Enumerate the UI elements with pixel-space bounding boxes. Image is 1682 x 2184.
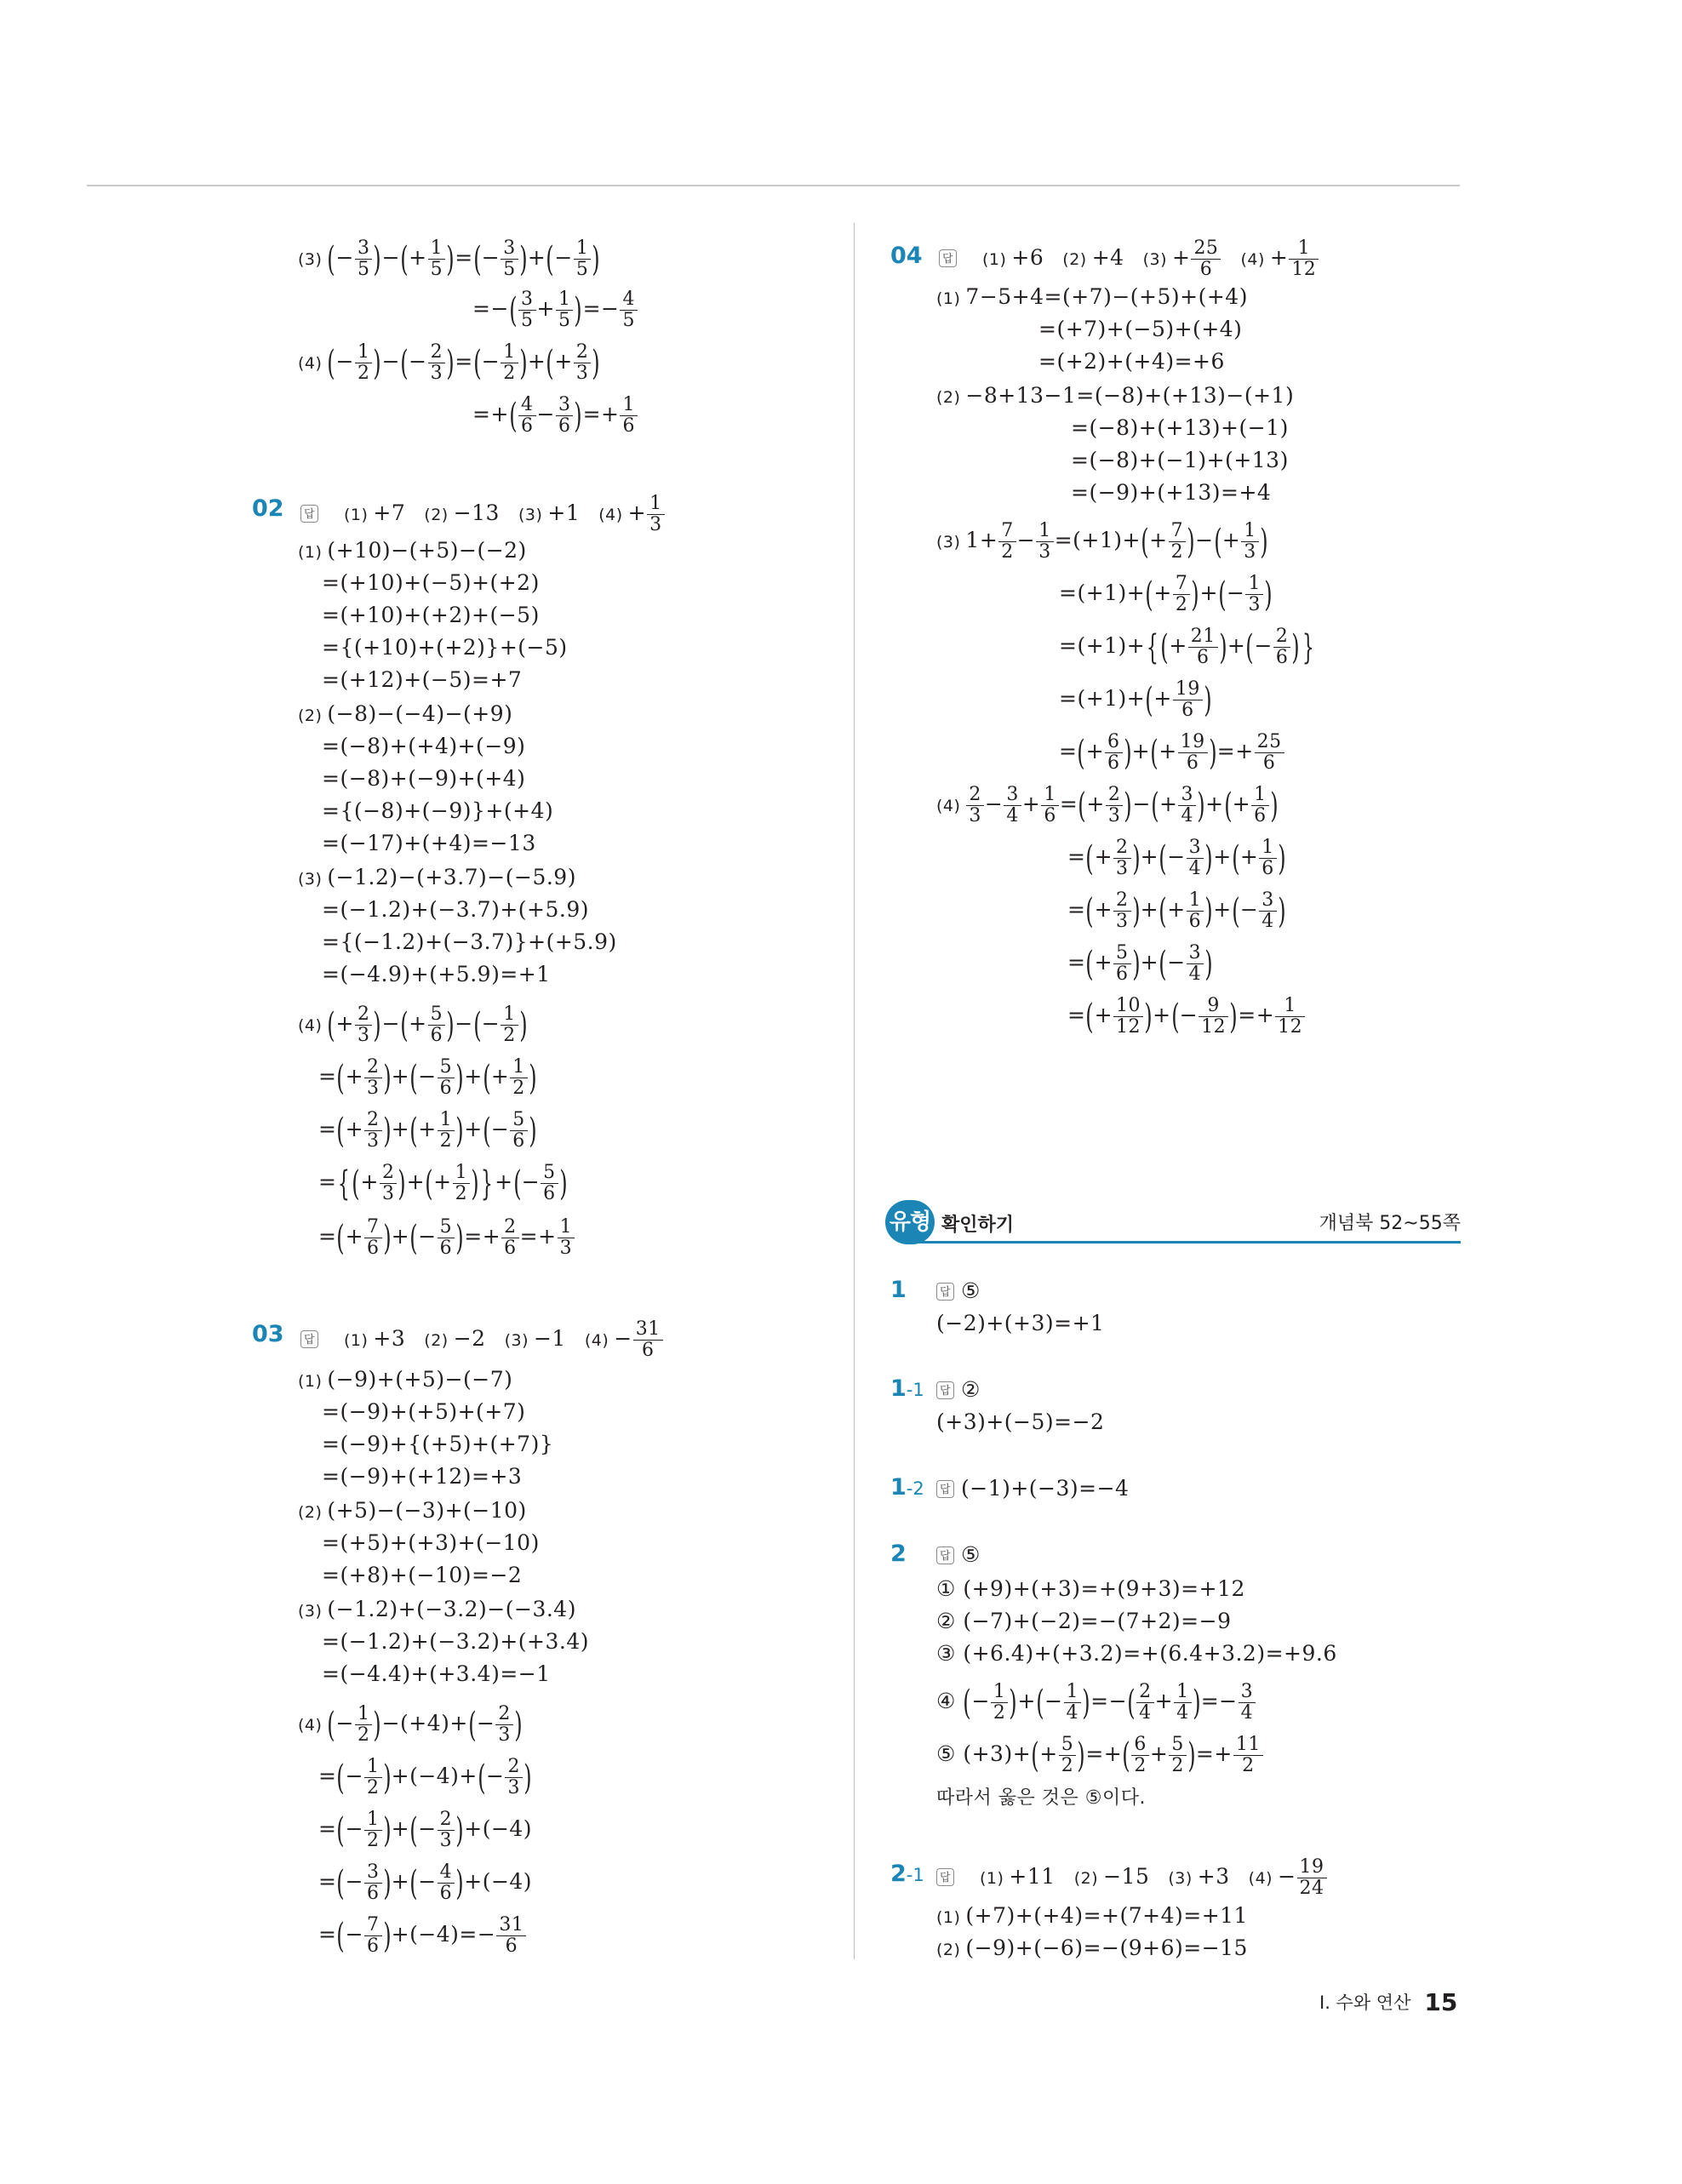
q02-4-line-2: =(+ $\frac{2}{3}$ )+(− $\frac{5}{6}$ )+(+ $\frac{1}{2}$ ) — [318, 1056, 537, 1099]
section-underline — [911, 1241, 1461, 1244]
q04-3-line-1: (3) 1+ $\frac{7}{2}$ − $\frac{1}{3}$ =(+1)+(+ $\frac{7}{2}$ )−(+ $\frac{1}{3}$ ) — [936, 520, 1268, 563]
q04-4-line-4: =(+ $\frac{5}{6}$ )+(− $\frac{3}{4}$ ) — [1067, 942, 1214, 985]
q02-line: =(−17)+(+4)=−13 — [322, 831, 536, 855]
q02-line: ={(+10)+(+2)}+(−5) — [322, 635, 568, 660]
q02-answers: 답 (1) +7 (2) −13 (3) +1 (4) + $\frac{1}{3}$ — [300, 494, 666, 535]
q02-4-line-5: =(+ $\frac{7}{6}$ )+(− $\frac{5}{6}$ )=+ $\frac{2}{6}$ =+ $\frac{1}{3}$ — [318, 1217, 575, 1259]
q03-answers: 답 (1) +3 (2) −2 (3) −1 (4) − $\frac{31}{6}$ — [300, 1319, 664, 1361]
q02-line: =(−4.9)+(+5.9)=+1 — [322, 962, 551, 986]
q03-4-line-2: =(− $\frac{1}{2}$ )+(−4)+(− $\frac{2}{3}$ ) — [318, 1756, 532, 1798]
q04-line: =(−9)+(+13)=+4 — [1071, 480, 1272, 505]
answer-mark-icon: 답 — [936, 1283, 954, 1301]
check-2-line: ② (−7)+(−2)=−(7+2)=−9 — [936, 1609, 1232, 1633]
q03-line: =(−4.4)+(+3.4)=−1 — [322, 1661, 551, 1686]
q03-3-line: (3) (−1.2)+(−3.2)−(−3.4) — [298, 1597, 576, 1621]
q03-line: =(−1.2)+(−3.2)+(+3.4) — [322, 1629, 589, 1654]
q02-4-line-3: =(+ $\frac{2}{3}$ )+(+ $\frac{1}{2}$ )+(− $\frac{5}{6}$ ) — [318, 1109, 537, 1152]
q02-line: ={(−1.2)+(−3.7)}+(+5.9) — [322, 929, 617, 954]
q02-4-line-1: (4) (+ $\frac{2}{3}$ )−(+ $\frac{5}{6}$ )−(− $\frac{1}{2}$ ) — [298, 1003, 528, 1046]
q03-line: =(−9)+(+12)=+3 — [322, 1464, 523, 1489]
q04-answers: 답 (1) +6 (2) +4 (3) + $\frac{25}{6}$ (4) + $\frac{1}{12}$ — [939, 238, 1319, 280]
top-rule — [87, 185, 1460, 186]
q04-4-line-3: =(+ $\frac{2}{3}$ )+(+ $\frac{1}{6}$ )+(− $\frac{3}{4}$ ) — [1067, 889, 1286, 932]
section-header — [885, 1200, 1461, 1246]
answer-mark-icon: 답 — [936, 1868, 954, 1886]
page-footer — [1319, 1988, 1457, 2016]
q03-4-line-4: =(− $\frac{3}{6}$ )+(− $\frac{4}{6}$ )+(−4) — [318, 1861, 533, 1904]
q03-4-line-5: =(− $\frac{7}{6}$ )+(−4)=− $\frac{31}{6}$ — [318, 1915, 527, 1957]
q03-line: =(+8)+(−10)=−2 — [322, 1563, 523, 1587]
q03-1-line: (1) (−9)+(+5)−(−7) — [298, 1367, 513, 1392]
q04-line: =(−8)+(−1)+(+13) — [1071, 448, 1289, 472]
check-2-line: ① (+9)+(+3)=+(9+3)=+12 — [936, 1576, 1245, 1601]
q04-number: 04 — [890, 243, 923, 269]
q01-3-line-2: =−( $\frac{3}{5}$ + $\frac{1}{5}$ )=− $\frac{4}{5}$ — [472, 289, 638, 331]
q04-4-line-2: =(+ $\frac{2}{3}$ )+(− $\frac{3}{4}$ )+(+ $\frac{1}{6}$ ) — [1067, 837, 1286, 879]
q04-4-line-5: =(+ $\frac{10}{12}$ )+(− $\frac{9}{12}$ )=+ $\frac{1}{12}$ — [1067, 996, 1306, 1038]
q02-2-line: (2) (−8)−(−4)−(+9) — [298, 701, 513, 726]
q02-line: =(−8)+(−9)+(+4) — [322, 766, 526, 791]
q04-line: =(+2)+(+4)=+6 — [1038, 349, 1225, 374]
q04-1-line: (1) 7−5+4=(+7)−(+5)+(+4) — [936, 284, 1248, 309]
check-1-2-answer: 답 (−1)+(−3)=−4 — [936, 1474, 1129, 1503]
q02-line: =(+10)+(−5)+(+2) — [322, 570, 540, 595]
check-2-line-5: ⑤ (+3)+(+ $\frac{5}{2}$ )=+( $\frac{6}{2}$ + $\frac{5}{2}$ )=+ $\frac{11}{2}$ — [936, 1735, 1264, 1776]
check-1-answer: 답 ⑤ — [936, 1277, 981, 1306]
check-1-1-number: 1-1 — [890, 1375, 924, 1402]
column-divider — [854, 223, 855, 1959]
q02-4-line-4: ={(+ $\frac{2}{3}$ )+(+ $\frac{1}{2}$ )}+(− $\frac{5}{6}$ ) — [318, 1162, 568, 1204]
q03-line: =(−9)+(+5)+(+7) — [322, 1399, 526, 1424]
q02-3-line: (3) (−1.2)−(+3.7)−(−5.9) — [298, 865, 576, 889]
section-reference: 개념북 52~55쪽 — [1319, 1213, 1461, 1234]
answer-mark-icon: 답 — [936, 1547, 954, 1564]
q02-number: 02 — [252, 495, 284, 522]
q03-4-line-1: (4) (− $\frac{1}{2}$ )−(+4)+(− $\frac{2}{3}$ ) — [298, 1703, 523, 1746]
check-2-1-line-2: (2) (−9)+(−6)=−(9+6)=−15 — [936, 1935, 1248, 1960]
q04-3-line-2: =(+1)+(+ $\frac{7}{2}$ )+(− $\frac{1}{3}$ ) — [1059, 573, 1273, 615]
check-2-number: 2 — [890, 1541, 907, 1567]
q02-1-line: (1) (+10)−(+5)−(−2) — [298, 538, 527, 563]
check-2-answer: 답 ⑤ — [936, 1541, 981, 1569]
check-2-conclusion: 따라서 옳은 것은 ⑤이다. — [936, 1787, 1146, 1809]
q01-4-line-2: =+( $\frac{4}{6}$ − $\frac{3}{6}$ )=+ $\frac{1}{6}$ — [472, 395, 638, 437]
check-1-1-line: (+3)+(−5)=−2 — [936, 1409, 1105, 1434]
section-title: 확인하기 — [941, 1215, 1015, 1236]
q04-line: =(−8)+(+13)+(−1) — [1071, 415, 1289, 440]
check-2-1-line-1: (1) (+7)+(+4)=+(7+4)=+11 — [936, 1903, 1248, 1928]
q02-line: =(−1.2)+(−3.7)+(+5.9) — [322, 897, 589, 922]
check-1-1-answer: 답 ② — [936, 1375, 981, 1404]
q04-3-line-5: =(+ $\frac{6}{6}$ )+(+ $\frac{19}{6}$ )=+ $\frac{25}{6}$ — [1059, 732, 1285, 774]
chapter-label: I. 수와 연산 — [1319, 1992, 1411, 2013]
q03-line: =(+5)+(+3)+(−10) — [322, 1530, 540, 1555]
q02-line: ={(−8)+(−9)}+(+4) — [322, 798, 554, 823]
q04-3-line-4: =(+1)+(+ $\frac{19}{6}$ ) — [1059, 678, 1212, 721]
q02-line: =(+10)+(+2)+(−5) — [322, 603, 540, 627]
answer-mark-icon: 답 — [936, 1381, 954, 1399]
q02-line: =(+12)+(−5)=+7 — [322, 667, 523, 692]
check-2-line-4: ④ (− $\frac{1}{2}$ )+(− $\frac{1}{4}$ )=−( $\frac{2}{4}$ + $\frac{1}{4}$ )=− $\frac{3}{4}$ — [936, 1682, 1256, 1724]
check-1-line: (−2)+(+3)=+1 — [936, 1311, 1105, 1335]
page-number: 15 — [1424, 1988, 1458, 2016]
answer-mark-icon: 답 — [300, 1330, 318, 1348]
section-badge: 유형 — [885, 1200, 935, 1244]
check-1-2-number: 1-2 — [890, 1474, 924, 1501]
q04-2-line: (2) −8+13−1=(−8)+(+13)−(+1) — [936, 383, 1295, 408]
q04-line: =(+7)+(−5)+(+4) — [1038, 317, 1243, 341]
check-2-1-number: 2-1 — [890, 1861, 924, 1887]
q03-line: =(−9)+{(+5)+(+7)} — [322, 1432, 554, 1456]
answer-mark-icon: 답 — [300, 505, 318, 523]
check-2-1-answers: 답 (1) +11 (2) −15 (3) +3 (4) − $\frac{19}{24}$ — [936, 1857, 1328, 1899]
q04-3-line-3: =(+1)+{(+ $\frac{21}{6}$ )+(− $\frac{2}{6}$ )} — [1059, 626, 1314, 668]
q01-4-line-1: (4) (− $\frac{1}{2}$ )−(− $\frac{2}{3}$ )=(− $\frac{1}{2}$ )+(+ $\frac{2}{3}$ ) — [298, 341, 601, 384]
answer-mark-icon: 답 — [939, 249, 957, 267]
answer-mark-icon: 답 — [936, 1480, 954, 1498]
q02-line: =(−8)+(+4)+(−9) — [322, 734, 526, 758]
q03-2-line: (2) (+5)−(−3)+(−10) — [298, 1498, 527, 1523]
q03-number: 03 — [252, 1321, 284, 1347]
q01-3-line-1: (3) (− $\frac{3}{5}$ )−(+ $\frac{1}{5}$ )=(− $\frac{3}{5}$ )+(− $\frac{1}{5}$ ) — [298, 237, 601, 280]
check-2-line: ③ (+6.4)+(+3.2)=+(6.4+3.2)=+9.6 — [936, 1641, 1337, 1666]
q03-4-line-3: =(− $\frac{1}{2}$ )+(− $\frac{2}{3}$ )+(−4) — [318, 1809, 533, 1851]
q04-4-line-1: (4) $\frac{2}{3}$ − $\frac{3}{4}$ + $\frac{1}{6}$ =(+ $\frac{2}{3}$ )−(+ $\frac{3}{4}$ )+(+ $\frac{1}{6}$ ) — [936, 784, 1279, 826]
check-1-number: 1 — [890, 1277, 907, 1303]
